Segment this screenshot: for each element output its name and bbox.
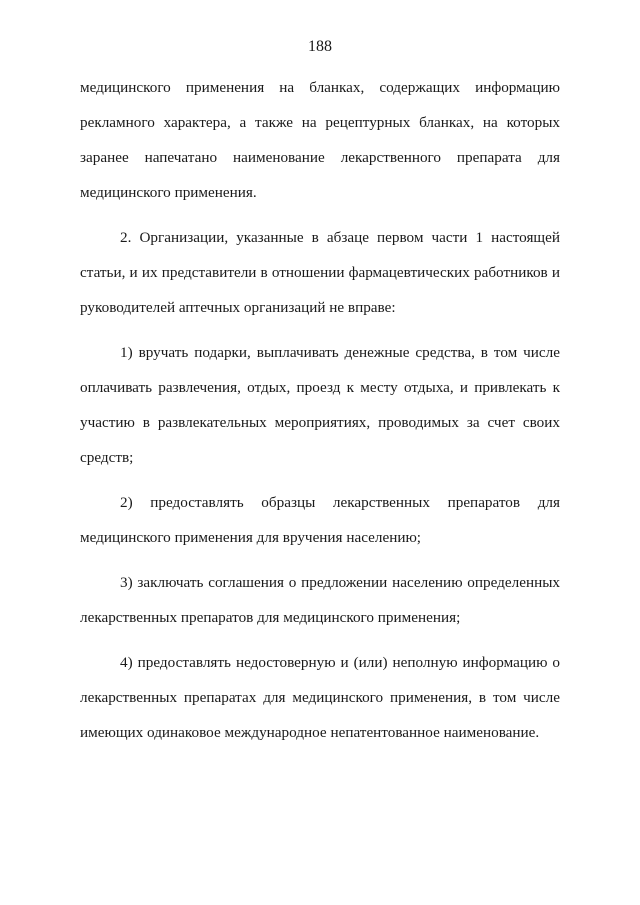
list-item-4: 4) предоставлять недостоверную и (или) неполную информацию о лекарственных препаратах для медицинского применения, в том числе имеющих одинаковое международное непатентованное наименование. (80, 654, 560, 741)
list-item-1: 1) вручать подарки, выплачивать денежные средства, в том числе оплачивать развлечения, отдых, проезд к месту отдыха, и привлекать к участию в развлекательных мероприятиях, проводимых за счет своих средств; (80, 344, 560, 466)
list-item-2: 2) предоставлять образцы лекарственных препаратов для медицинского применения для вручения населению; (80, 494, 560, 546)
page-number: 188 (308, 38, 332, 55)
document-body (80, 70, 560, 750)
list-item-3: 3) заключать соглашения о предложении населению определенных лекарственных препаратов для медицинского применения; (80, 574, 560, 626)
paragraph-part-2: 2. Организации, указанные в абзаце первом части 1 настоящей статьи, и их представители в отношении фармацевтических работников и руководителей аптечных организаций не вправе: (80, 229, 560, 316)
paragraph-continuation: медицинского применения на бланках, содержащих информацию рекламного характера, а также на рецептурных бланках, на которых заранее напечатано наименование лекарственного препарата для медицинского применения. (80, 79, 560, 201)
